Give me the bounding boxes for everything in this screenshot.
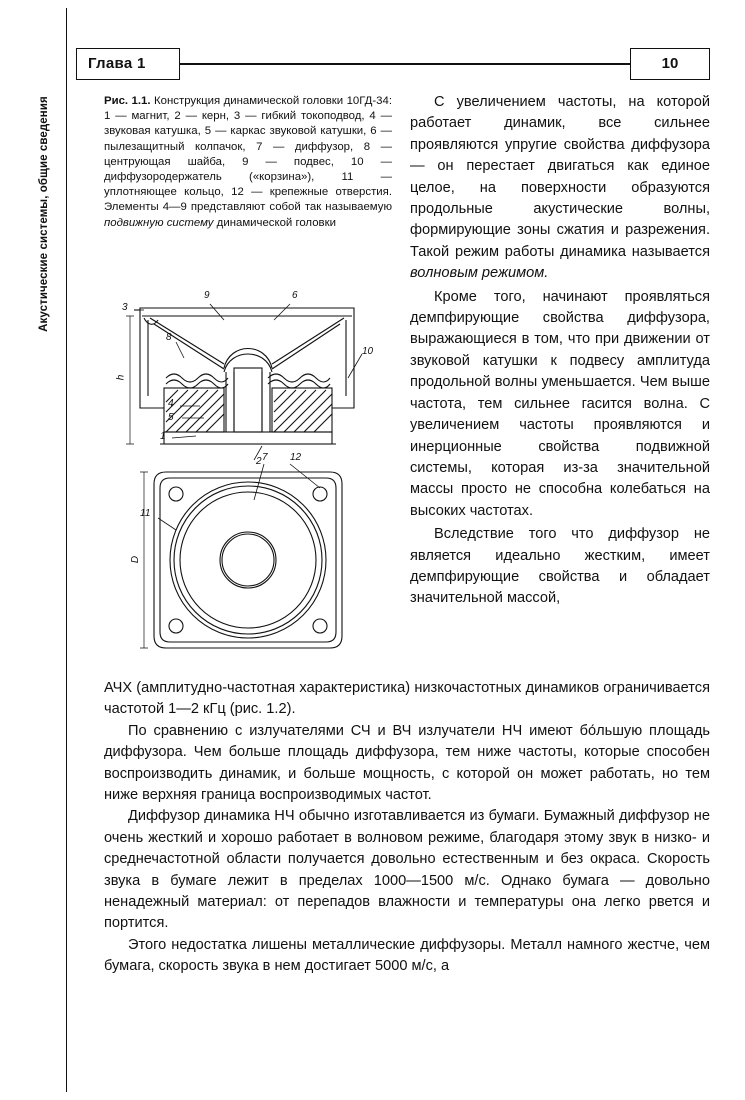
callout-1: 1: [160, 431, 166, 442]
body-paragraph-2: По сравнению с излучателями СЧ и ВЧ излучатели НЧ имеют бо́льшую площадь диффузора. Чем больше площадь диффузора, тем ниже частоты, которые способен воспроизводить динамик, и больше мощность, с которой он может работать, но тем ниже верхняя граница воспроизводимых частот.: [104, 722, 710, 804]
callout-9: 9: [204, 290, 210, 301]
body-paragraph-4: Этого недостатка лишены металлические диффузоры. Металл намного жестче, чем бумага, скорость звука в нем достигает 5000 м/с, а: [104, 936, 710, 975]
figure-caption-italic: подвижную систему: [104, 216, 214, 229]
callout-3: 3: [122, 302, 128, 313]
paragraph-3: Вследствие того что диффузор не является идеально жестким, имеет демпфирующие свойства и обладает значительной массой,: [410, 526, 710, 607]
running-head-sidebar: Акустические системы, общие сведения: [38, 96, 50, 332]
chapter-label: Глава 1: [88, 55, 146, 72]
callout-6: 6: [292, 290, 298, 301]
dim-label-h: h: [115, 374, 127, 381]
callout-2: 2: [256, 456, 262, 467]
callout-7: 7: [262, 452, 268, 463]
figure-caption-tail: динамической головки: [213, 216, 336, 229]
body-paragraph-1: АЧХ (амплитудно-частотная характеристика) низкочастотных динамиков ограничивается частотой 1—2 кГц (рис. 1.2).: [104, 680, 710, 718]
body-paragraph-3: Диффузор динамика НЧ обычно изготавливается из бумаги. Бумажный диффузор не очень жесткий и хорошо работает в волновом режиме, благодаря этому звук в низко- и среднечастотной области получается довольно естественным и без окраса. Скорость звука в бумаге лежит в пределах 1000—1500 м/с. Однако бумага — довольно ненадежный материал: от перепадов влажности и температуры она легко рвется и портится.: [104, 808, 710, 932]
figure-caption-prefix: Рис. 1.1.: [104, 95, 151, 107]
speaker-drawing-svg: [104, 268, 396, 668]
left-margin-rule: [66, 8, 67, 1092]
callout-10: 10: [362, 346, 374, 357]
paragraph-1: [410, 92, 710, 285]
figure-caption: [104, 94, 392, 231]
callout-4: 4: [168, 398, 174, 409]
figure-speaker-diagram: [104, 268, 396, 668]
page-number: 10: [661, 55, 679, 72]
header-rule: [180, 63, 630, 65]
dim-label-D: D: [130, 555, 142, 564]
callout-12: 12: [290, 452, 302, 463]
paragraph-2: Кроме того, начинают проявляться демпфирующие свойства диффузора, выражающиеся в том, что при движении от звуковой катушки к подвесу амплитуда продольной волны уменьшается. Чем выше частота, тем сильнее гасится волна. С увеличением частоты проявляются и инерционные свойства подвижной системы, которая из-за значительной массы просто не способна колебаться на высоких частотах.: [410, 288, 710, 519]
callout-11: 11: [140, 508, 151, 519]
callout-5: 5: [168, 412, 174, 423]
paragraph-1-italic: волновым режимом.: [410, 265, 549, 282]
callout-8: 8: [166, 332, 172, 343]
body-column: [104, 678, 710, 978]
paragraph-1-text: С увеличением частоты, на которой работает динамик, все сильнее проявляются упругие свойства диффузора — он перестает двигаться как единое целое, на поверхности образуются продольные акустические волны, формирующие зоны сжатия и разрежения. Такой режим работы динамика называется: [410, 94, 710, 260]
right-column: [410, 92, 710, 610]
figure-caption-text: Конструкция динамической головки 10ГД-34: 1 — магнит, 2 — керн, 3 — гибкий токоподвод, 4 — звуковая катушка, 5 — каркас звуковой катушки, 6 — пылезащитный колпачок, 7 — диффузор, 8 — центрующая шайба, 9 — подвес, 10 — диффузородержатель («корзина»), 11 — уплотняющее кольцо, 12 — крепежные отверстия. Элементы 4—9 представляют собой так называемую: [104, 95, 392, 214]
